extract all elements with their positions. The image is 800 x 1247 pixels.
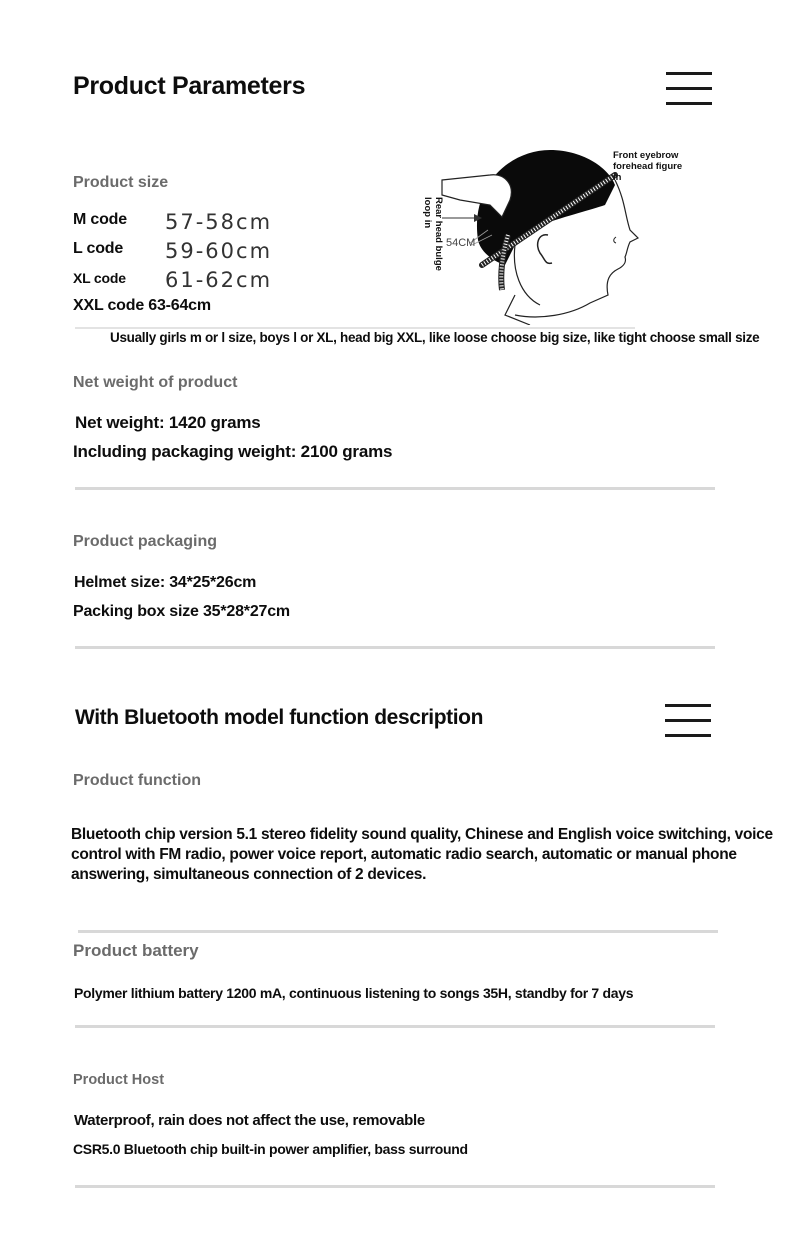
front-eyebrow-label: Front eyebrow forehead figure in	[613, 150, 683, 183]
product-packaging-heading: Product packaging	[73, 533, 218, 550]
rear-head-label: Rear head bulge loop in	[422, 197, 444, 271]
divider	[78, 930, 718, 933]
product-host-line1: Waterproof, rain does not affect the use, removable	[74, 1112, 425, 1129]
product-function-text: Bluetooth chip version 5.1 stereo fidelity sound quality, Chinese and English voice switching, voice control with FM radio, power voice report, automatic radio search, automatic or manual phone answering, simultaneous connection of 2 devices.	[71, 826, 773, 883]
divider	[75, 487, 715, 490]
packing-box-size-text: Packing box size 35*28*27cm	[73, 603, 290, 620]
net-weight-heading: Net weight of product	[73, 374, 238, 391]
product-host-heading: Product Host	[73, 1072, 165, 1088]
product-size-heading: Product size	[73, 174, 169, 191]
hamburger-menu-icon[interactable]	[665, 704, 711, 738]
section-title-product-parameters: Product Parameters	[73, 72, 306, 100]
hamburger-menu-icon[interactable]	[666, 72, 712, 106]
measurement-value-label: 54CM	[446, 237, 476, 249]
size-label-m: M code	[73, 211, 127, 228]
product-battery-heading: Product battery	[73, 941, 199, 960]
size-label-xxl: XXL code 63-64cm	[73, 297, 211, 314]
helmet-size-text: Helmet size: 34*25*26cm	[74, 574, 257, 591]
size-value-xl: 61-62cm	[165, 268, 273, 292]
product-battery-text: Polymer lithium battery 1200 mA, continuous listening to songs 35H, standby for 7 days	[74, 985, 634, 1001]
product-function-heading: Product function	[73, 772, 201, 789]
section-title-bluetooth-function: With Bluetooth model function description	[75, 706, 484, 729]
packaged-weight-text: Including packaging weight: 2100 grams	[73, 442, 393, 461]
size-value-l: 59-60cm	[165, 239, 273, 263]
net-weight-text: Net weight: 1420 grams	[75, 413, 261, 432]
divider	[75, 646, 715, 649]
size-value-m: 57-58cm	[165, 210, 273, 234]
size-label-xl: XL code	[73, 270, 126, 286]
size-recommendation-note: Usually girls m or l size, boys l or XL, head big XXL, like loose choose big size, like tight choose small size	[110, 330, 760, 345]
divider	[75, 1025, 715, 1028]
head-measurement-diagram	[420, 145, 700, 325]
divider	[75, 1185, 715, 1188]
product-host-line2: CSR5.0 Bluetooth chip built-in power amplifier, bass surround	[73, 1141, 468, 1157]
size-label-l: L code	[73, 240, 124, 257]
